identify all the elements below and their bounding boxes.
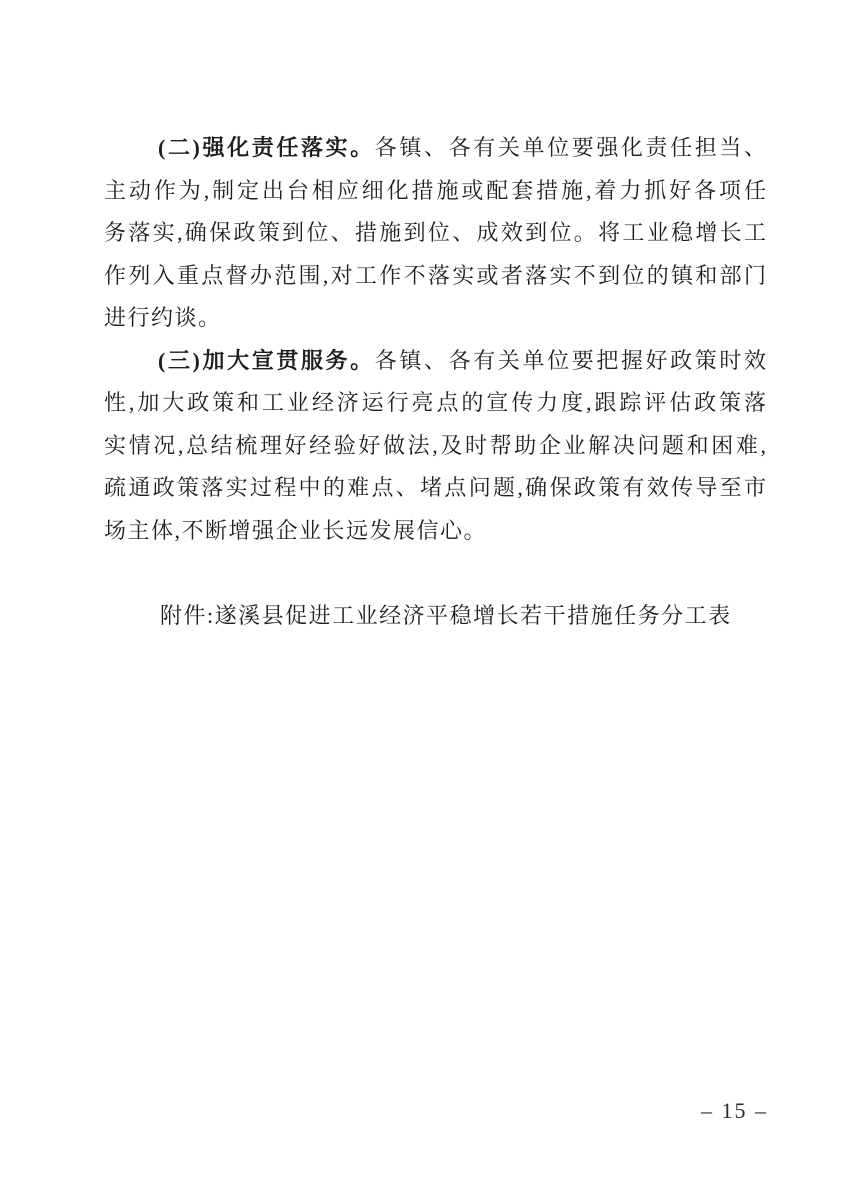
paragraph-line: [104, 340, 766, 383]
page-number: – 15 –: [701, 1098, 768, 1123]
document-body: [104, 127, 766, 637]
paragraph-line: [104, 127, 766, 170]
attachment-reference: 附件:遂溪县促进工业经济平稳增长若干措施任务分工表: [160, 602, 732, 628]
paragraph-line: 主动作为,制定出台相应细化措施或配套措施,着力抓好各项任: [104, 177, 766, 203]
paragraph-line: 务落实,确保政策到位、措施到位、成效到位。将工业稳增长工: [104, 220, 766, 245]
paragraph-line: 性,加大政策和工业经济运行亮点的宣传力度,跟踪评估政策落: [104, 390, 766, 415]
paragraph-line: 疏通政策落实过程中的难点、堵点问题,确保政策有效传导至市: [104, 475, 766, 500]
paragraph-line: 进行约谈。: [104, 305, 222, 330]
paragraph-3-publicity: [104, 340, 766, 553]
run-in-heading: (二)强化责任落实。: [158, 135, 375, 160]
paragraph-line: 场主体,不断增强企业长远发展信心。: [104, 517, 488, 543]
blank-line-spacer: [104, 552, 766, 595]
paragraph-text: 各镇、各有关单位要把握好政策时效: [374, 347, 766, 373]
run-in-heading: (三)加大宣贯服务。: [158, 347, 375, 373]
paragraph-2-responsibility: [104, 127, 766, 340]
paragraph-text: 各镇、各有关单位要强化责任担当、: [374, 135, 766, 160]
paragraph-line: 实情况,总结梳理好经验好做法,及时帮助企业解决问题和困难,: [104, 432, 766, 458]
paragraph-line: 作列入重点督办范围,对工作不落实或者落实不到位的镇和部门: [104, 262, 766, 288]
